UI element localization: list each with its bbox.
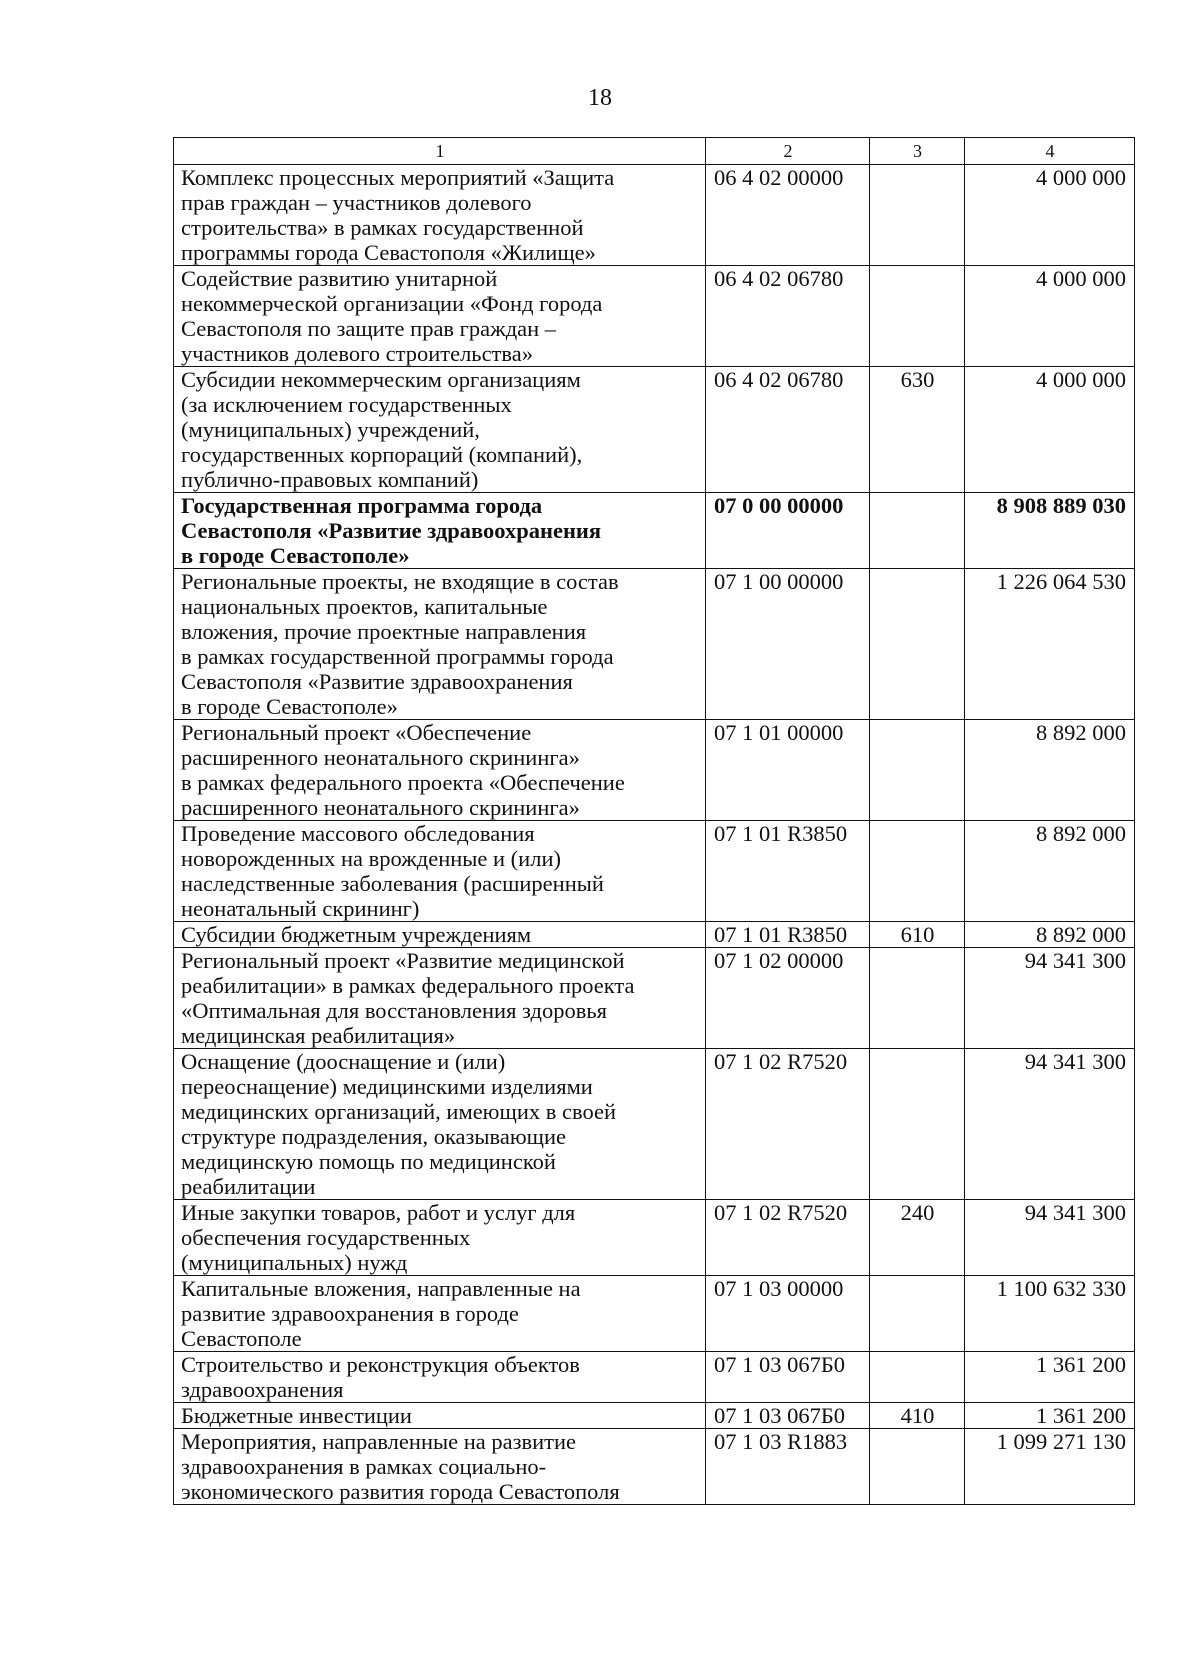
row-name-line: расширенного неонатального скрининга» [181, 745, 580, 770]
row-name-line: Севастополя «Развитие здравоохранения [181, 518, 602, 543]
row-name-line: Комплекс процессных мероприятий «Защита [181, 165, 615, 190]
row-name-line: Севастополя по защите прав граждан – [181, 316, 557, 341]
row-name-cell [174, 493, 706, 569]
column-header-4: 4 [965, 138, 1135, 165]
row-code-cell: 07 1 01 00000 [706, 720, 870, 821]
row-name-cell [174, 821, 706, 922]
row-name-line: медицинскую помощь по медицинской [181, 1149, 556, 1174]
row-amount-cell: 1 099 271 130 [965, 1429, 1135, 1505]
row-name-cell [174, 266, 706, 367]
row-code-cell: 07 1 01 R3850 [706, 821, 870, 922]
row-amount-cell: 4 000 000 [965, 367, 1135, 493]
row-name-cell [174, 1200, 706, 1276]
row-name-cell [174, 1049, 706, 1200]
row-name-cell [174, 720, 706, 821]
row-type-cell [870, 1352, 965, 1403]
table-row [174, 1049, 1135, 1200]
budget-table [173, 137, 1135, 1505]
row-name-line: Субсидии бюджетным учреждениям [181, 922, 532, 947]
row-code-cell: 07 1 03 067Б0 [706, 1352, 870, 1403]
row-type-cell [870, 720, 965, 821]
row-name-line: Иные закупки товаров, работ и услуг для [181, 1200, 576, 1225]
row-name-cell [174, 165, 706, 266]
table-row [174, 922, 1135, 948]
row-code-cell: 07 1 03 00000 [706, 1276, 870, 1352]
row-name-line: (муниципальных) учреждений, [181, 417, 480, 442]
row-code-cell: 07 1 02 00000 [706, 948, 870, 1049]
row-name-line: Проведение массового обследования [181, 821, 535, 846]
row-name-line: экономического развития города Севастополя [181, 1479, 620, 1504]
row-name-line: Содействие развитию унитарной [181, 266, 498, 291]
row-name-line: строительства» в рамках государственной [181, 215, 584, 240]
row-name-line: национальных проектов, капитальные [181, 594, 548, 619]
table-row [174, 948, 1135, 1049]
table-row [174, 1200, 1135, 1276]
row-name-line: реабилитации [181, 1174, 316, 1199]
row-type-cell [870, 1276, 965, 1352]
row-type-cell [870, 569, 965, 720]
row-name-line: расширенного неонатального скрининга» [181, 795, 580, 820]
row-type-cell [870, 266, 965, 367]
column-header-1: 1 [174, 138, 706, 165]
row-name-line: участников долевого строительства» [181, 341, 533, 366]
row-type-cell: 610 [870, 922, 965, 948]
row-code-cell: 07 1 01 R3850 [706, 922, 870, 948]
table-row [174, 266, 1135, 367]
row-name-line: новорожденных на врожденные и (или) [181, 846, 561, 871]
row-amount-cell: 8 892 000 [965, 720, 1135, 821]
row-name-cell [174, 1276, 706, 1352]
row-name-cell [174, 1403, 706, 1429]
page-number: 18 [588, 85, 612, 111]
row-type-cell [870, 1049, 965, 1200]
row-name-line: в городе Севастополе» [181, 543, 410, 568]
row-name-line: некоммерческой организации «Фонд города [181, 291, 603, 316]
row-name-line: в рамках федерального проекта «Обеспечение [181, 770, 625, 795]
row-code-cell: 07 1 03 R1883 [706, 1429, 870, 1505]
row-name-line: Оснащение (дооснащение и (или) [181, 1049, 506, 1074]
row-name-line: здравоохранения [181, 1377, 344, 1402]
row-name-line: медицинских организаций, имеющих в своей [181, 1099, 616, 1124]
row-name-line: наследственные заболевания (расширенный [181, 871, 604, 896]
row-name-line: (муниципальных) нужд [181, 1250, 408, 1275]
row-name-line: Субсидии некоммерческим организациям [181, 367, 581, 392]
row-name-cell [174, 922, 706, 948]
row-amount-cell: 4 000 000 [965, 165, 1135, 266]
row-type-cell [870, 821, 965, 922]
row-name-line: публично-правовых компаний) [181, 467, 479, 492]
row-name-line: в городе Севастополе» [181, 694, 398, 719]
table-row [174, 720, 1135, 821]
row-code-cell: 07 1 03 067Б0 [706, 1403, 870, 1429]
row-amount-cell: 8 892 000 [965, 821, 1135, 922]
row-amount-cell: 8 892 000 [965, 922, 1135, 948]
row-name-cell [174, 569, 706, 720]
row-code-cell: 06 4 02 06780 [706, 266, 870, 367]
row-code-cell: 07 1 02 R7520 [706, 1049, 870, 1200]
header-row [174, 138, 1135, 165]
row-name-line: программы города Севастополя «Жилище» [181, 240, 596, 265]
row-code-cell: 07 1 00 00000 [706, 569, 870, 720]
row-name-line: Строительство и реконструкция объектов [181, 1352, 580, 1377]
row-amount-cell: 94 341 300 [965, 1049, 1135, 1200]
row-name-line: Севастополя «Развитие здравоохранения [181, 669, 573, 694]
row-type-cell: 410 [870, 1403, 965, 1429]
row-name-line: Бюджетные инвестиции [181, 1403, 412, 1428]
column-header-2: 2 [706, 138, 870, 165]
table-row [174, 821, 1135, 922]
row-code-cell: 06 4 02 06780 [706, 367, 870, 493]
table-body [174, 165, 1135, 1505]
row-name-line: (за исключением государственных [181, 392, 512, 417]
row-amount-cell: 1 361 200 [965, 1403, 1135, 1429]
row-name-line: Региональные проекты, не входящие в состав [181, 569, 619, 594]
row-name-line: структуре подразделения, оказывающие [181, 1124, 567, 1149]
table-row [174, 367, 1135, 493]
row-name-line: в рамках государственной программы города [181, 644, 614, 669]
row-name-cell [174, 1352, 706, 1403]
row-name-cell [174, 948, 706, 1049]
row-code-cell: 07 0 00 00000 [706, 493, 870, 569]
table-row [174, 1403, 1135, 1429]
row-amount-cell: 8 908 889 030 [965, 493, 1135, 569]
column-header-3: 3 [870, 138, 965, 165]
row-amount-cell: 94 341 300 [965, 1200, 1135, 1276]
row-name-line: неонатальный скрининг) [181, 896, 420, 921]
row-code-cell: 06 4 02 00000 [706, 165, 870, 266]
row-name-line: Государственная программа города [181, 493, 543, 518]
row-type-cell [870, 948, 965, 1049]
row-name-line: Мероприятия, направленные на развитие [181, 1429, 577, 1454]
row-name-line: развитие здравоохранения в городе [181, 1301, 519, 1326]
row-name-cell [174, 1429, 706, 1505]
table-row [174, 493, 1135, 569]
row-name-line: медицинская реабилитация» [181, 1023, 456, 1048]
row-name-cell [174, 367, 706, 493]
row-amount-cell: 4 000 000 [965, 266, 1135, 367]
row-type-cell [870, 1429, 965, 1505]
row-type-cell: 630 [870, 367, 965, 493]
row-name-line: государственных корпораций (компаний), [181, 442, 583, 467]
row-name-line: «Оптимальная для восстановления здоровья [181, 998, 607, 1023]
row-amount-cell: 1 100 632 330 [965, 1276, 1135, 1352]
table-row [174, 1276, 1135, 1352]
row-amount-cell: 94 341 300 [965, 948, 1135, 1049]
row-type-cell [870, 493, 965, 569]
table-row [174, 1352, 1135, 1403]
row-name-line: обеспечения государственных [181, 1225, 471, 1250]
row-name-line: прав граждан – участников долевого [181, 190, 532, 215]
row-amount-cell: 1 226 064 530 [965, 569, 1135, 720]
row-name-line: переоснащение) медицинскими изделиями [181, 1074, 593, 1099]
table-row [174, 569, 1135, 720]
table-row [174, 1429, 1135, 1505]
row-name-line: Капитальные вложения, направленные на [181, 1276, 581, 1301]
row-name-line: вложения, прочие проектные направления [181, 619, 587, 644]
row-amount-cell: 1 361 200 [965, 1352, 1135, 1403]
row-name-line: Севастополе [181, 1326, 302, 1351]
row-type-cell [870, 165, 965, 266]
row-name-line: Региональный проект «Обеспечение [181, 720, 532, 745]
row-code-cell: 07 1 02 R7520 [706, 1200, 870, 1276]
row-name-line: здравоохранения в рамках социально- [181, 1454, 547, 1479]
table-row [174, 165, 1135, 266]
row-type-cell: 240 [870, 1200, 965, 1276]
row-name-line: Региональный проект «Развитие медицинской [181, 948, 625, 973]
row-name-line: реабилитации» в рамках федерального проекта [181, 973, 635, 998]
